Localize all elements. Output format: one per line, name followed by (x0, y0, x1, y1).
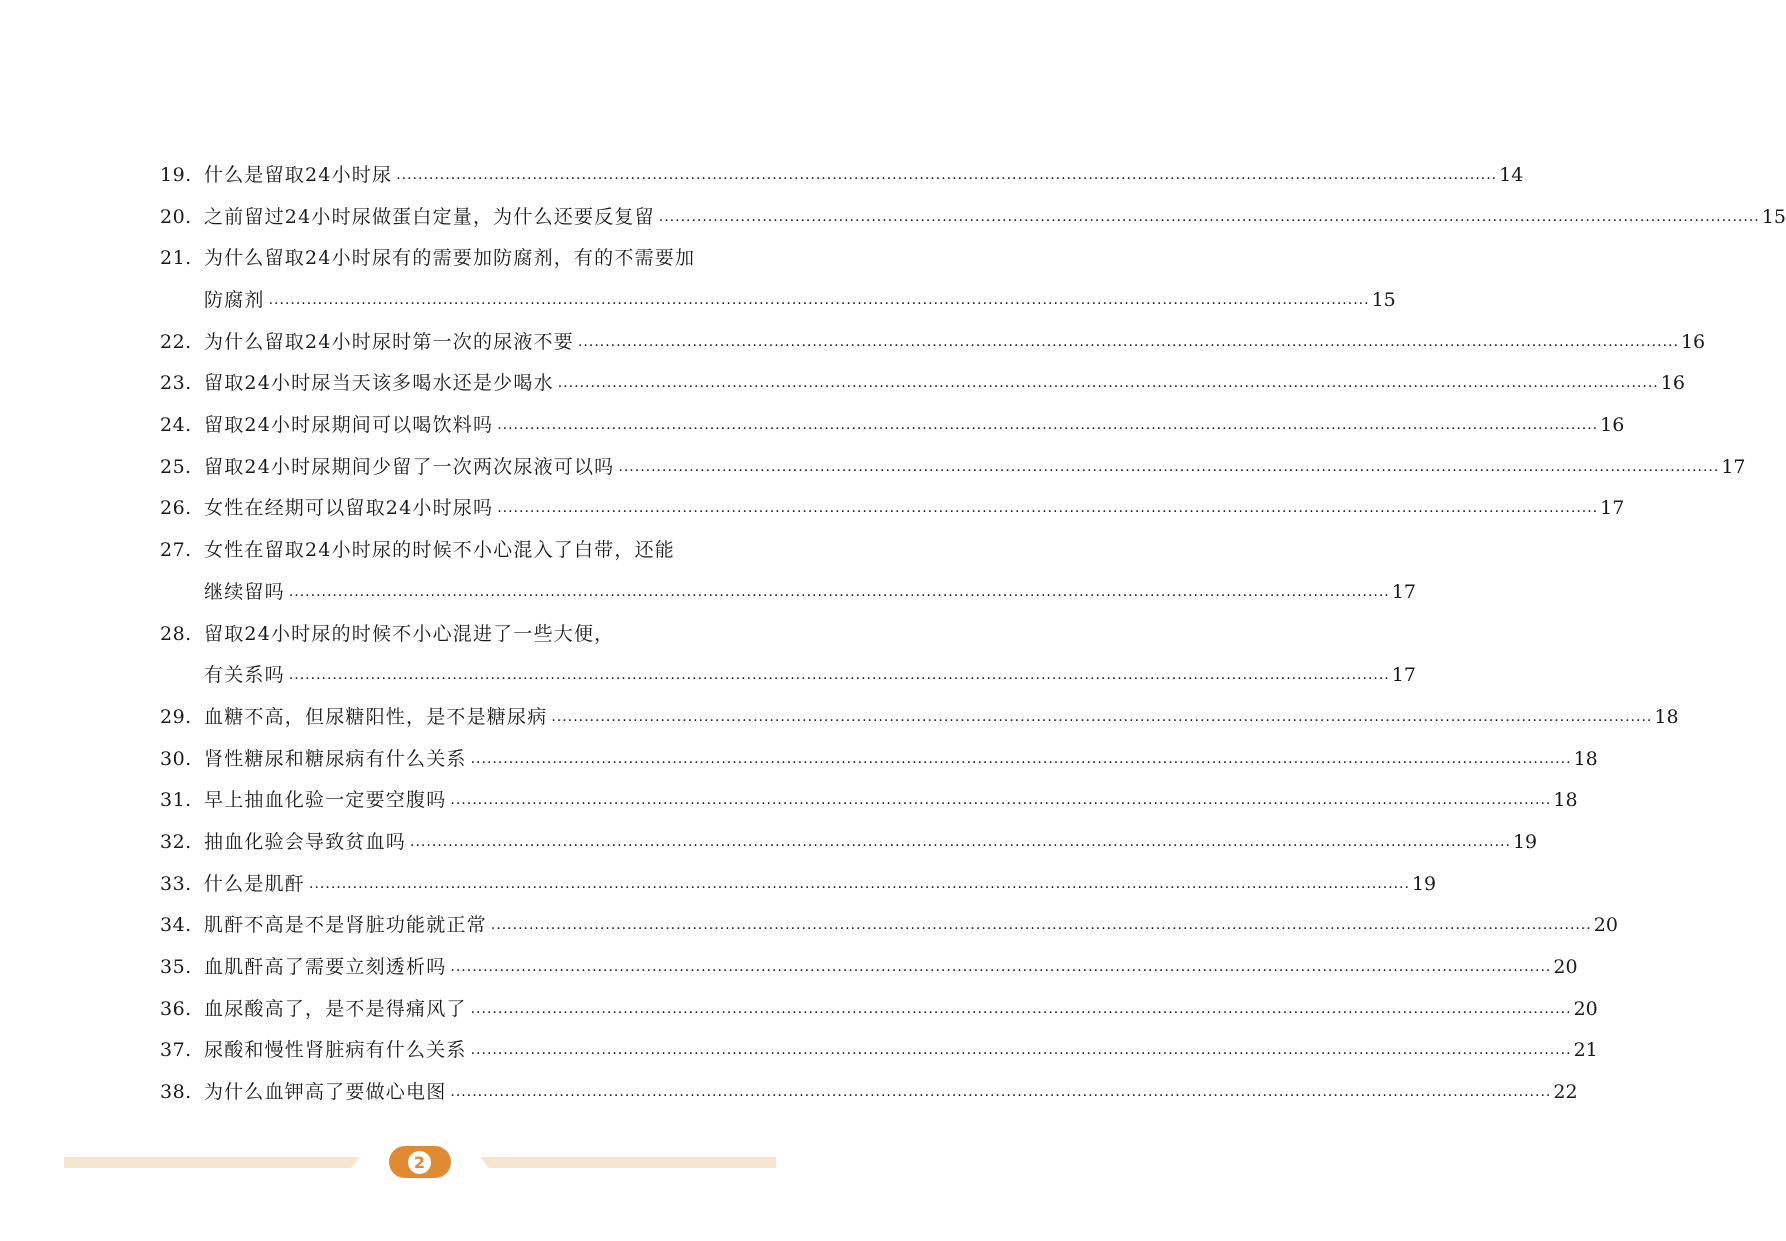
toc-entry-number: 35. (160, 956, 192, 979)
toc-entry-title: 留取24小时尿期间少留了一次两次尿液可以吗 (204, 455, 615, 478)
table-of-contents (160, 155, 1786, 1114)
dot-leader (309, 864, 1410, 906)
toc-entry-continued (160, 572, 1416, 614)
dot-leader (578, 322, 1679, 364)
footer-decor-bar-left (64, 1157, 360, 1168)
toc-entry-page: 17 (1391, 580, 1416, 603)
toc-entry-number: 20. (160, 205, 192, 228)
toc-entry (160, 238, 740, 280)
dot-leader (450, 1072, 1551, 1114)
toc-entry-number: 32. (160, 830, 192, 853)
toc-entry-title: 早上抽血化验一定要空腹吗 (204, 789, 447, 812)
toc-entry-page: 20 (1573, 997, 1598, 1020)
toc-entry-number: 19. (160, 163, 192, 186)
dot-leader (289, 655, 1390, 697)
toc-entry-title: 为什么留取24小时尿有的需要加防腐剂，有的不需要加 (204, 247, 696, 270)
toc-entry (160, 489, 1625, 531)
toc-entry (160, 822, 1538, 864)
toc-entry-title: 什么是留取24小时尿 (204, 163, 393, 186)
footer-decor-bar-right (480, 1157, 776, 1168)
toc-entry-page: 22 (1553, 1081, 1578, 1104)
toc-entry (160, 905, 1618, 947)
toc-entry-title: 血肌酐高了需要立刻透析吗 (204, 956, 447, 979)
toc-entry-number: 22. (160, 330, 192, 353)
toc-entry (160, 155, 1524, 197)
toc-entry-page: 18 (1553, 789, 1578, 812)
dot-leader (659, 197, 1760, 239)
toc-entry-title: 留取24小时尿期间可以喝饮料吗 (204, 414, 494, 437)
toc-entry-number: 36. (160, 997, 192, 1020)
toc-entry-number: 38. (160, 1081, 192, 1104)
toc-entry-title: 之前留过24小时尿做蛋白定量，为什么还要反复留 (204, 205, 655, 228)
toc-entry-page: 20 (1553, 956, 1578, 979)
toc-entry (160, 405, 1625, 447)
toc-entry (160, 947, 1578, 989)
toc-entry (160, 447, 1746, 489)
toc-entry (160, 739, 1598, 781)
toc-entry (160, 614, 740, 656)
toc-entry-page: 18 (1573, 747, 1598, 770)
toc-entry-continued (160, 655, 1416, 697)
toc-entry (160, 363, 1685, 405)
toc-entry-title: 防腐剂 (204, 289, 265, 312)
toc-entry-page: 14 (1499, 163, 1524, 186)
dot-leader (269, 280, 1370, 322)
toc-entry-title: 血糖不高，但尿糖阳性，是不是糖尿病 (204, 705, 548, 728)
page-number: 2 (408, 1151, 431, 1174)
toc-entry-number: 30. (160, 747, 192, 770)
toc-entry-number: 29. (160, 705, 192, 728)
dot-leader (289, 572, 1390, 614)
dot-leader (410, 822, 1511, 864)
toc-entry-number: 23. (160, 372, 192, 395)
toc-entry-page: 19 (1512, 830, 1538, 853)
toc-entry-title: 为什么血钾高了要做心电图 (204, 1081, 447, 1104)
toc-entry-title: 女性在经期可以留取24小时尿吗 (204, 497, 494, 520)
dot-leader (551, 697, 1652, 739)
toc-entry-page: 17 (1721, 455, 1746, 478)
toc-entry (160, 322, 1706, 364)
toc-entry-title: 抽血化验会导致贫血吗 (204, 830, 407, 853)
toc-entry-number: 34. (160, 914, 192, 937)
toc-entry-title: 尿酸和慢性肾脏病有什么关系 (204, 1039, 467, 1062)
toc-entry-title: 有关系吗 (204, 664, 285, 687)
dot-leader (497, 488, 1598, 530)
toc-entry (160, 1030, 1598, 1072)
toc-entry-title: 血尿酸高了，是不是得痛风了 (204, 997, 467, 1020)
dot-leader (396, 155, 1497, 197)
toc-entry-title: 什么是肌酐 (204, 872, 306, 895)
toc-entry-title: 继续留吗 (204, 580, 285, 603)
toc-entry (160, 1072, 1578, 1114)
toc-entry-page: 16 (1680, 330, 1706, 353)
toc-entry-page: 16 (1660, 372, 1685, 395)
dot-leader (471, 1030, 1572, 1072)
toc-entry-page: 18 (1654, 705, 1679, 728)
toc-entry-title: 留取24小时尿当天该多喝水还是少喝水 (204, 372, 554, 395)
toc-entry-page: 19 (1411, 872, 1437, 895)
toc-entry-title: 留取24小时尿的时候不小心混进了一些大便， (204, 622, 615, 645)
dot-leader (497, 405, 1598, 447)
dot-leader (471, 989, 1572, 1031)
toc-entry (160, 697, 1679, 739)
toc-entry-page: 21 (1573, 1039, 1598, 1062)
toc-entry-title: 肌酐不高是不是肾脏功能就正常 (204, 914, 487, 937)
toc-entry (160, 197, 1786, 239)
dot-leader (450, 947, 1551, 989)
toc-entry-continued (160, 280, 1396, 322)
dot-leader (471, 739, 1572, 781)
toc-entry-number: 26. (160, 497, 192, 520)
toc-entry-number: 25. (160, 455, 192, 478)
toc-entry (160, 530, 740, 572)
toc-entry-number: 21. (160, 247, 192, 270)
toc-entry-number: 27. (160, 539, 192, 562)
toc-entry-title: 女性在留取24小时尿的时候不小心混入了白带，还能 (204, 539, 675, 562)
toc-entry-number: 31. (160, 789, 192, 812)
dot-leader (558, 363, 1659, 405)
toc-entry (160, 864, 1437, 906)
toc-entry-title: 肾性糖尿和糖尿病有什么关系 (204, 747, 467, 770)
toc-entry-page: 17 (1600, 497, 1625, 520)
toc-entry-page: 15 (1761, 205, 1786, 228)
toc-entry-title: 为什么留取24小时尿时第一次的尿液不要 (204, 330, 574, 353)
toc-entry (160, 780, 1578, 822)
toc-entry (160, 989, 1598, 1031)
toc-entry-number: 28. (160, 622, 192, 645)
toc-entry-number: 37. (160, 1039, 192, 1062)
dot-leader (618, 447, 1719, 489)
toc-entry-page: 15 (1371, 289, 1396, 312)
toc-entry-page: 17 (1391, 664, 1416, 687)
toc-entry-number: 24. (160, 414, 192, 437)
toc-entry-page: 16 (1600, 414, 1625, 437)
toc-entry-page: 20 (1593, 914, 1618, 937)
toc-entry-number: 33. (160, 872, 192, 895)
dot-leader (450, 780, 1551, 822)
dot-leader (491, 905, 1592, 947)
